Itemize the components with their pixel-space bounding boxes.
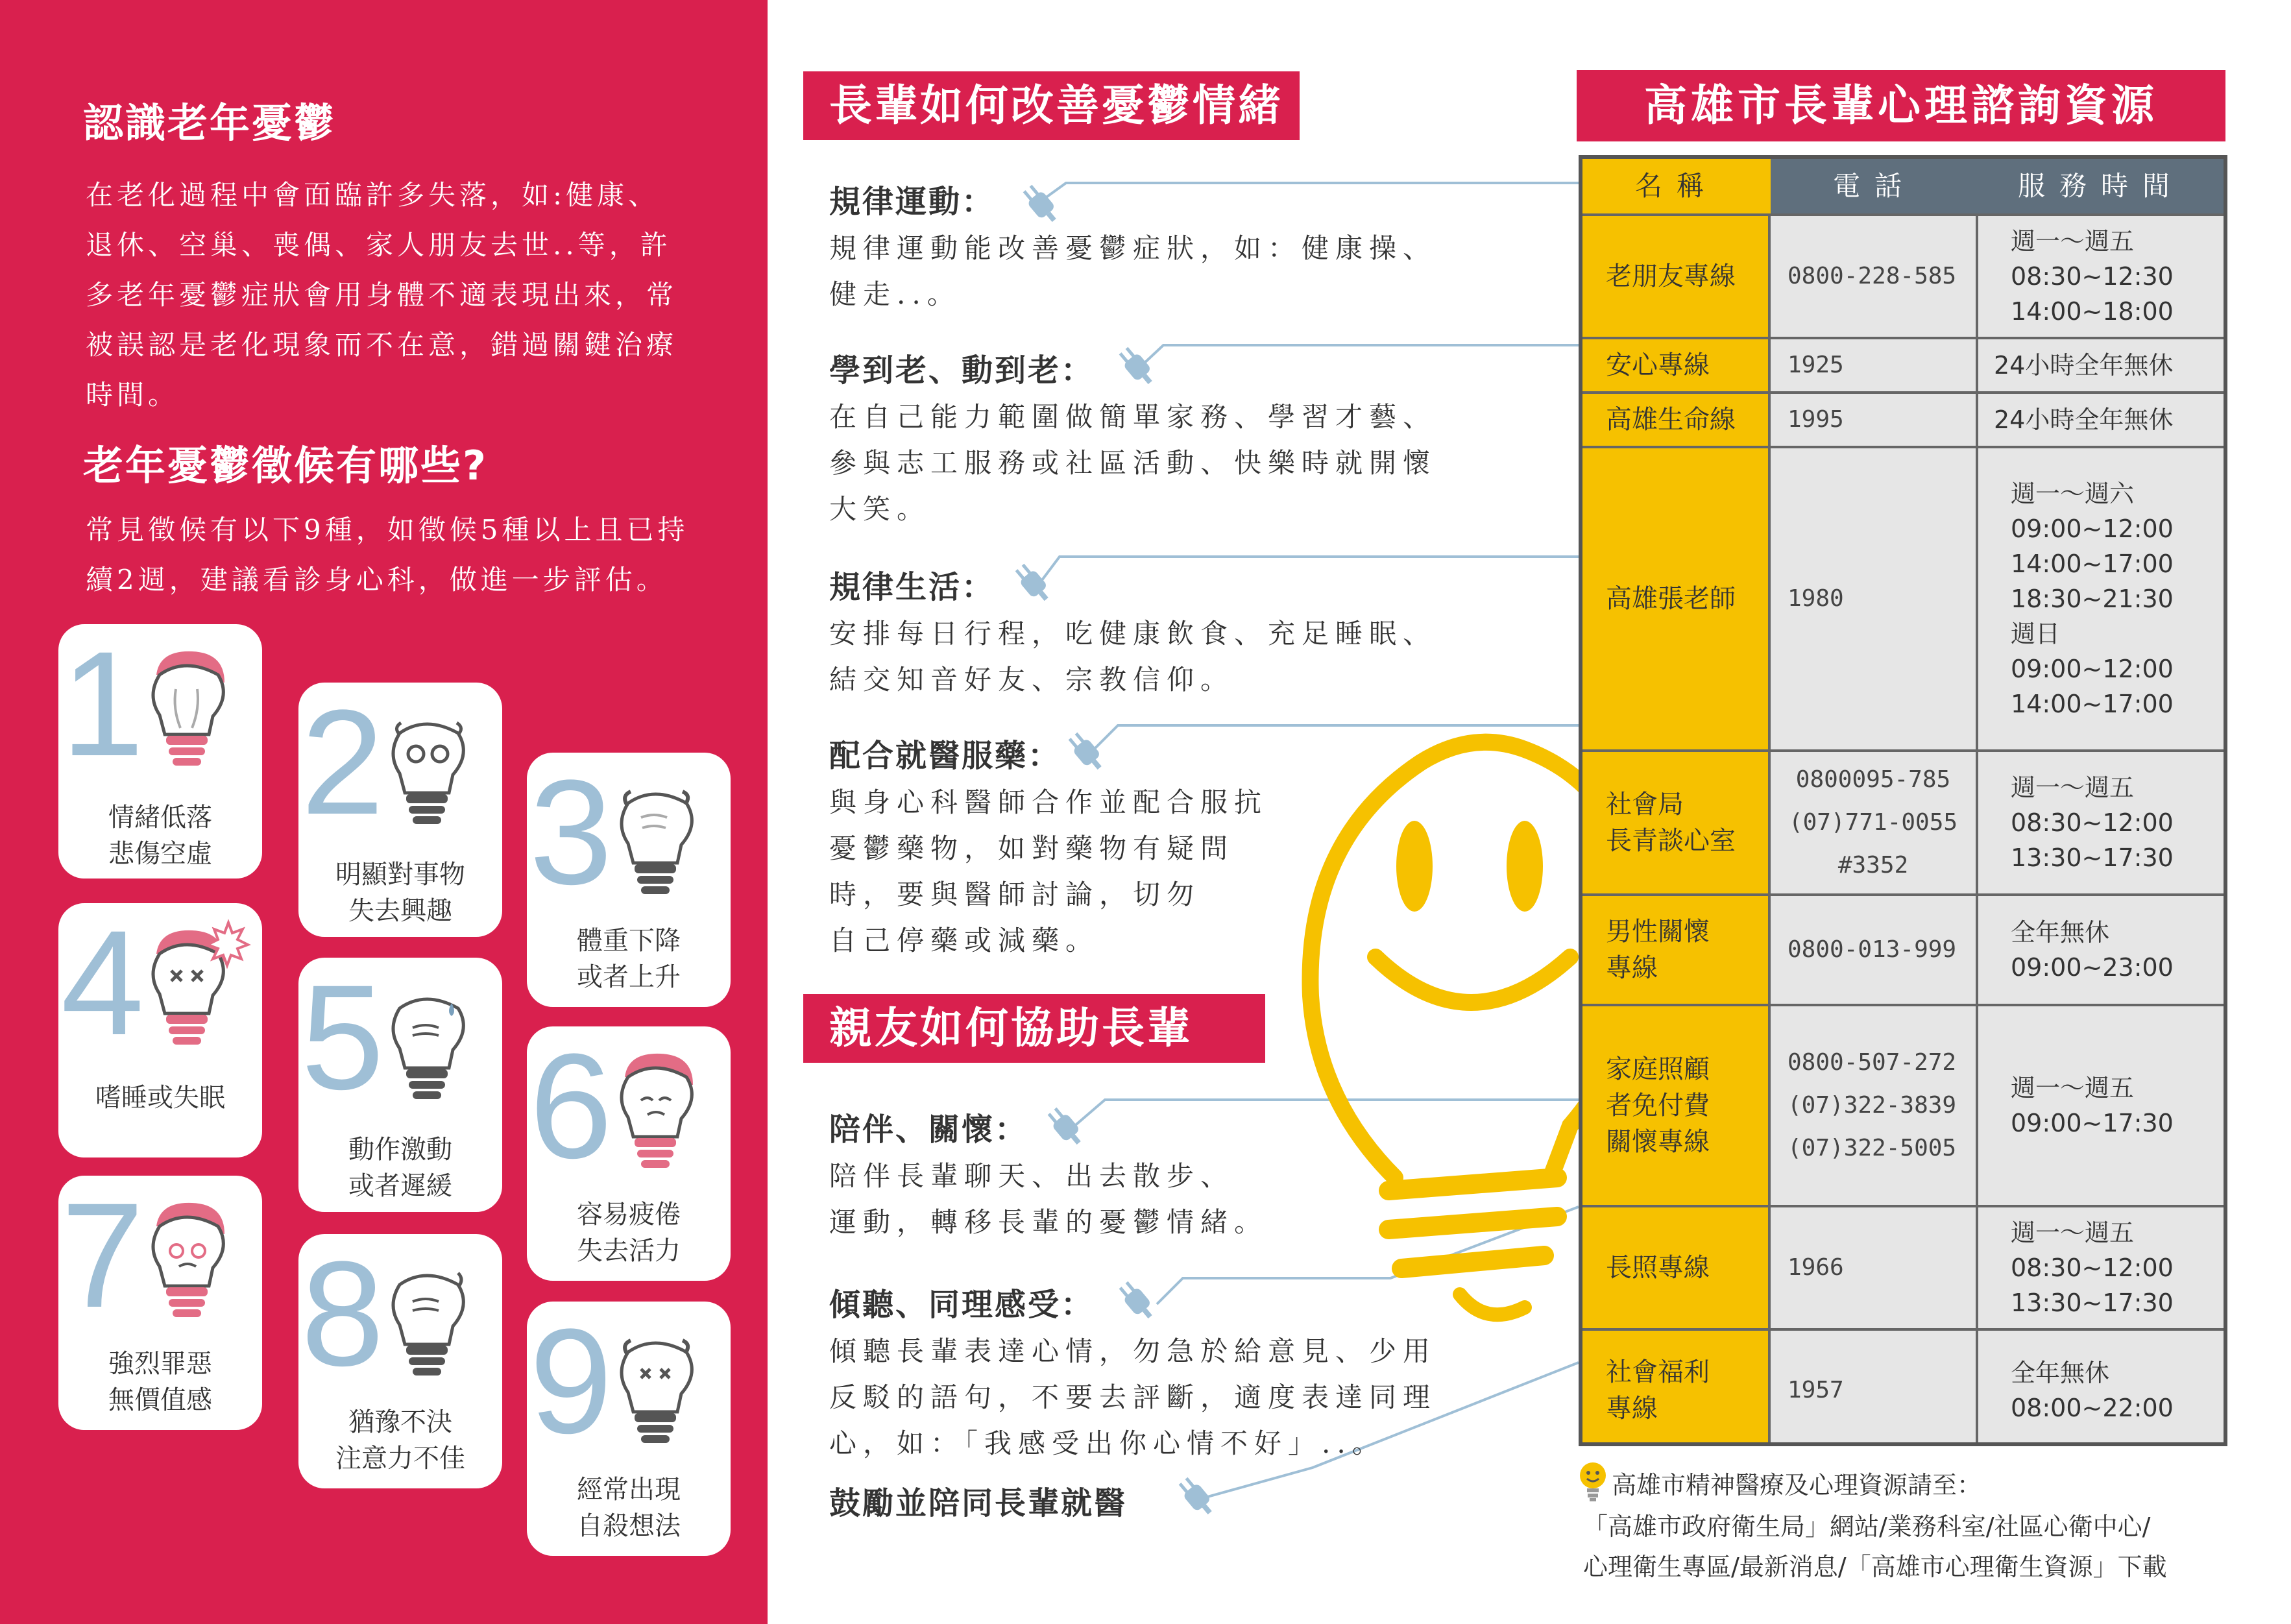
tip-exercise xyxy=(829,176,1436,317)
cell-tel: 1980 xyxy=(1771,448,1978,749)
symptom-intro-line: 常見徵候有以下9種，如徵候5種以上且已持 xyxy=(86,514,689,546)
tip-line: 在自己能力範圍做簡單家務、學習才藝、 xyxy=(829,401,1437,433)
card-number: 2 xyxy=(301,679,384,845)
cell-time: 週一～週五 08:30~12:00 13:30~17:30 xyxy=(2011,773,2174,872)
tip-line: 時，要與醫師討論，切勿 xyxy=(829,879,1201,910)
tip-line: 大笑。 xyxy=(829,493,931,525)
card-caption: 體重下降 或者上升 xyxy=(577,926,681,992)
card-number: 8 xyxy=(301,1230,384,1397)
cell-name: 社會局 長青談心室 xyxy=(1582,752,1771,893)
cell-name: 男性關懷 專線 xyxy=(1582,896,1771,1004)
col-header-tel: 電話 xyxy=(1771,159,1978,213)
section-title-understanding: 認識老年憂鬱 xyxy=(83,99,337,147)
banner-elder-improve: 長輩如何改善憂鬱情緒 xyxy=(803,71,1300,140)
cell-name: 高雄張老師 xyxy=(1582,448,1771,749)
lightbulb-icon xyxy=(1578,1461,1608,1503)
cell-tel: 1966 xyxy=(1771,1207,1978,1328)
cell-tel: 0800-228-585 xyxy=(1771,216,1978,337)
card-number: 6 xyxy=(529,1023,612,1189)
footnote-more xyxy=(1583,1507,2167,1587)
cell-time: 週一～週五 09:00~17:30 xyxy=(2011,1074,2174,1137)
plug-icon xyxy=(1064,728,1109,773)
symptom-intro xyxy=(86,505,688,605)
cell-time: 全年無休 08:00~22:00 xyxy=(2011,1359,2174,1422)
table-row xyxy=(1582,391,2224,446)
card-caption: 情緒低落 悲傷空虛 xyxy=(108,803,212,869)
cell-name: 安心專線 xyxy=(1582,339,1771,391)
footnote-line: 「高雄市政府衛生局」網站/業務科室/社區心衛中心/ xyxy=(1583,1512,2151,1541)
cell-time: 週一～週五 08:30~12:30 14:00~18:00 xyxy=(2011,227,2174,326)
tip-line: 陪伴長輩聊天、出去散步、 xyxy=(829,1160,1235,1192)
cell-time: 週一～週六 09:00~12:00 14:00~17:00 18:30~21:30 週日 09:00~12:00 14:00~17:00 xyxy=(2011,479,2174,718)
banner-family-help: 親友如何協助長輩 xyxy=(803,994,1265,1063)
indecisive-bulb-icon xyxy=(361,1247,491,1383)
tip-heading: 規律生活： xyxy=(829,569,995,605)
tip-heading: 配合就醫服藥： xyxy=(829,738,1061,774)
intro-line: 被誤認是老化現象而不在意，錯過關鍵治療 xyxy=(86,329,678,361)
tip-line: 健走..。 xyxy=(829,278,961,310)
table-row xyxy=(1582,749,2224,893)
cell-tel: 1925 xyxy=(1771,339,1978,391)
table-row xyxy=(1582,1328,2224,1446)
cell-time: 全年無休 09:00~23:00 xyxy=(2011,918,2174,982)
cell-tel: 0800-507-272 (07)322-3839 (07)322-5005 xyxy=(1771,1006,1978,1205)
card-caption: 強烈罪惡 無價值感 xyxy=(108,1349,212,1415)
bored-bulb-icon xyxy=(361,696,491,832)
tip-line: 傾聽長輩表達心情，勿急於給意見、少用 xyxy=(829,1335,1437,1367)
section-title-symptoms: 老年憂鬱徵候有哪些? xyxy=(83,442,488,489)
cell-name: 長照專線 xyxy=(1582,1207,1771,1328)
tip-line: 安排每日行程，吃健康飲食、充足睡眠、 xyxy=(829,618,1437,649)
intro-line: 在老化過程中會面臨許多失落，如:健康、 xyxy=(86,179,660,211)
symptom-intro-line: 續2週，建議看診身心科，做進一步評估。 xyxy=(86,564,668,596)
card-number: 3 xyxy=(529,749,612,915)
cell-time: 24小時全年無休 xyxy=(1994,406,2174,434)
cell-tel: 0800-013-999 xyxy=(1771,896,1978,1004)
intro-line: 退休、空巢、喪偶、家人朋友去世..等，許 xyxy=(86,229,672,261)
tired-bulb-icon xyxy=(589,1039,719,1176)
intro-line: 時間。 xyxy=(86,379,180,411)
symptom-card-4 xyxy=(58,899,262,1157)
tip-heading: 傾聽、同理感受： xyxy=(829,1287,1095,1323)
resource-table xyxy=(1579,155,2227,1446)
weight-change-bulb-icon xyxy=(589,766,719,902)
tip-line: 憂鬱藥物，如對藥物有疑問 xyxy=(829,832,1235,864)
agitated-bulb-icon xyxy=(361,971,491,1107)
table-row xyxy=(1582,446,2224,749)
card-number: 7 xyxy=(61,1172,144,1339)
tip-line: 參與志工服務或社區活動、快樂時就開懷 xyxy=(829,447,1437,479)
sad-bulb-icon xyxy=(121,637,250,773)
banner-kaohsiung-resources: 高雄市長輩心理諮詢資源 xyxy=(1577,70,2225,141)
tip-heading: 規律運動： xyxy=(829,184,995,220)
card-number: 9 xyxy=(529,1298,612,1464)
tip-line: 規律運動能改善憂鬱症狀，如：健康操、 xyxy=(829,232,1437,264)
symptom-card-5 xyxy=(298,954,502,1212)
symptom-card-1 xyxy=(58,620,262,879)
card-caption: 經常出現 自殺想法 xyxy=(577,1475,681,1541)
intro-line: 多老年憂鬱症狀會用身體不適表現出來，常 xyxy=(86,279,678,311)
intro-paragraph xyxy=(86,170,677,420)
cell-time: 週一～週五 08:30~12:00 13:30~17:30 xyxy=(2011,1218,2174,1317)
guilt-bulb-icon xyxy=(121,1189,250,1325)
symptom-card-8 xyxy=(298,1230,502,1488)
tip-encourage-medical: 鼓勵並陪同長輩就醫 xyxy=(829,1485,1128,1521)
footnote-line: 心理衛生專區/最新消息/「高雄市心理衛生資源」下載 xyxy=(1583,1553,2167,1581)
table-row xyxy=(1582,1205,2224,1328)
tip-line: 反駁的語句，不要去評斷，適度表達同理 xyxy=(829,1381,1437,1413)
footnote xyxy=(1612,1464,1982,1507)
table-row xyxy=(1582,337,2224,391)
card-caption: 嗜睡或失眠 xyxy=(95,1083,225,1113)
cell-name: 老朋友專線 xyxy=(1582,216,1771,337)
plug-icon xyxy=(1115,343,1160,388)
symptom-card-3 xyxy=(527,749,731,1007)
symptom-card-6 xyxy=(527,1023,731,1281)
table-row xyxy=(1582,213,2224,337)
cell-tel: 1995 xyxy=(1771,394,1978,446)
cell-tel: 0800095-785 (07)771-0055 #3352 xyxy=(1771,752,1978,893)
tip-medication xyxy=(829,731,1268,963)
card-caption: 猶豫不決 注意力不佳 xyxy=(335,1407,465,1473)
card-caption: 明顯對事物 失去興趣 xyxy=(335,860,465,926)
cell-name: 家庭照顧 者免付費 關懷專線 xyxy=(1582,1006,1771,1205)
symptom-card-7 xyxy=(58,1172,262,1430)
footnote-line: 高雄市精神醫療及心理資源請至： xyxy=(1612,1471,1982,1499)
card-number: 1 xyxy=(61,620,144,787)
insomnia-bulb-icon xyxy=(121,916,250,1052)
cell-name: 高雄生命線 xyxy=(1582,394,1771,446)
col-header-time: 服務時間 xyxy=(1978,159,2224,213)
tip-line: 結交知音好友、宗教信仰。 xyxy=(829,664,1235,696)
card-caption: 動作激動 或者遲緩 xyxy=(348,1135,452,1201)
plug-icon xyxy=(1019,180,1064,226)
symptom-card-9 xyxy=(527,1298,731,1556)
tip-heading: 學到老、動到老： xyxy=(829,352,1095,389)
suicidal-thoughts-bulb-icon xyxy=(589,1315,719,1451)
tip-heading: 陪伴、關懷： xyxy=(829,1111,1028,1148)
plug-icon xyxy=(1011,559,1056,605)
table-row xyxy=(1582,1004,2224,1205)
card-number: 5 xyxy=(301,954,384,1121)
card-caption: 容易疲倦 失去活力 xyxy=(577,1200,681,1266)
plug-icon xyxy=(1043,1103,1089,1148)
tip-line: 與身心科醫師合作並配合服抗 xyxy=(829,786,1268,818)
col-header-name: 名稱 xyxy=(1582,159,1771,213)
symptom-card-2 xyxy=(298,679,502,937)
tip-regular-life xyxy=(829,562,1436,703)
plug-icon xyxy=(1115,1277,1160,1322)
cell-time: 24小時全年無休 xyxy=(1994,351,2174,380)
cell-tel: 1957 xyxy=(1771,1331,1978,1446)
table-row xyxy=(1582,893,2224,1004)
card-number: 4 xyxy=(61,899,144,1066)
plug-icon xyxy=(1174,1473,1220,1518)
tip-line: 心，如：「我感受出你心情不好」..。 xyxy=(829,1427,1386,1459)
cell-name: 社會福利 專線 xyxy=(1582,1331,1771,1446)
tip-line: 運動，轉移長輩的憂鬱情緒。 xyxy=(829,1206,1268,1238)
left-panel xyxy=(0,0,768,1624)
tip-line: 自己停藥或減藥。 xyxy=(829,925,1100,956)
